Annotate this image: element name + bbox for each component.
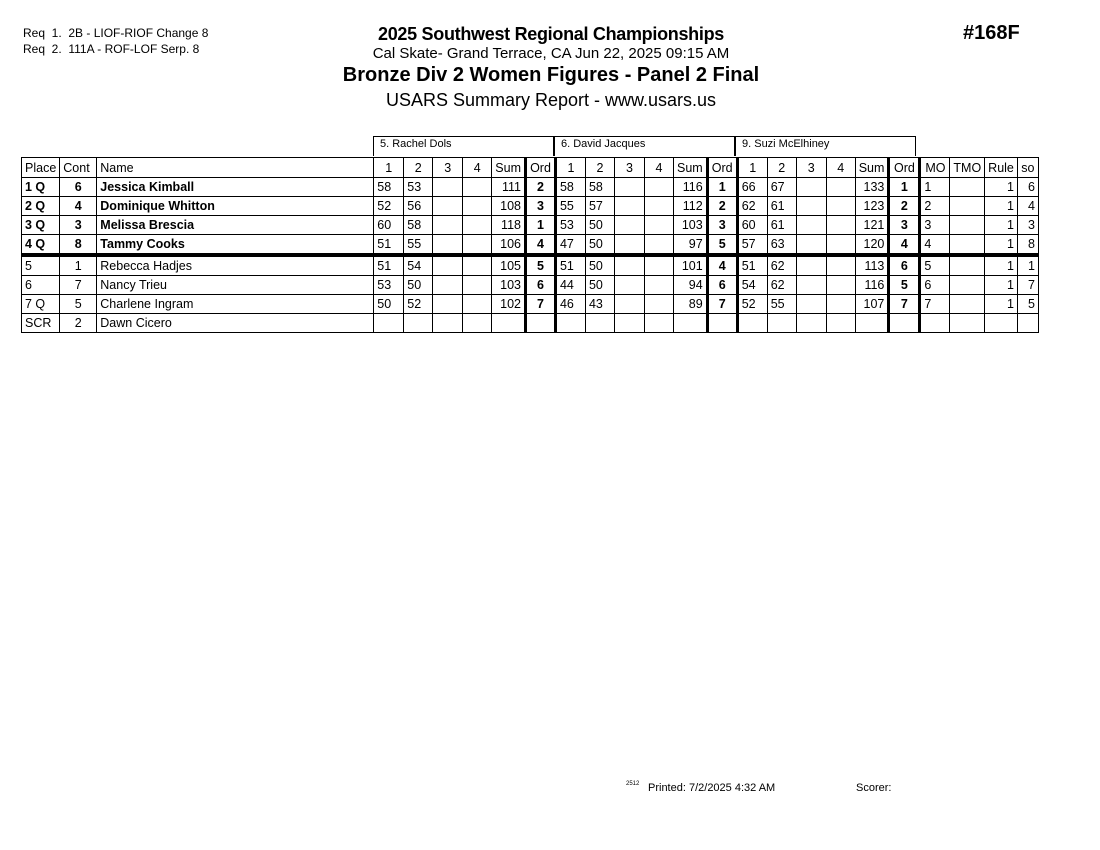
judge-2-score-1: 58: [555, 178, 585, 197]
judge-3-sum: 123: [855, 197, 889, 216]
location-date: Cal Skate- Grand Terrace, CA Jun 22, 2025 09:15 AM: [372, 45, 730, 62]
judge-2-score-3: [614, 216, 644, 235]
place-cell: 7 Q: [22, 295, 60, 314]
judge-3-score-2: 61: [767, 197, 796, 216]
judge-3-ordinal: 4: [889, 235, 920, 256]
judge-2-ordinal: 5: [707, 235, 737, 256]
judge-1-score-1: 51: [374, 255, 404, 276]
col-mo: MO: [920, 158, 950, 178]
col-j3-sum: Sum: [855, 158, 889, 178]
judge-1-ordinal: 6: [525, 276, 555, 295]
col-j1-score3: 3: [433, 158, 463, 178]
judge-1-header: 5. Rachel Dols: [373, 136, 554, 156]
judge-2-header: 6. David Jacques: [554, 136, 735, 156]
rule-cell: 1: [985, 276, 1018, 295]
col-j3-score1: 1: [737, 158, 767, 178]
judge-3-score-3: [796, 276, 826, 295]
judge-1-sum: 118: [492, 216, 526, 235]
judge-2-score-3: [614, 276, 644, 295]
judge-1-ordinal: 3: [525, 197, 555, 216]
name-cell: Melissa Brescia: [97, 216, 374, 235]
judge-2-score-1: [555, 314, 585, 333]
judge-3-score-4: [826, 216, 855, 235]
judge-3-score-2: 55: [767, 295, 796, 314]
requirement-1: Req 1. 2B - LIOF-RIOF Change 8: [23, 26, 209, 40]
rule-cell: [985, 314, 1018, 333]
place-cell: SCR: [22, 314, 60, 333]
judge-1-score-1: [374, 314, 404, 333]
judge-2-score-1: 47: [555, 235, 585, 256]
judge-3-score-3: [796, 197, 826, 216]
judge-1-score-3: [433, 197, 463, 216]
tmo-cell: [950, 216, 985, 235]
judge-3-score-2: 61: [767, 216, 796, 235]
judge-3-score-2: 63: [767, 235, 796, 256]
judge-3-sum: 133: [855, 178, 889, 197]
col-j3-score4: 4: [826, 158, 855, 178]
judge-1-score-4: [463, 235, 492, 256]
judge-3-ordinal: 7: [889, 295, 920, 314]
judge-3-score-4: [826, 314, 855, 333]
mo-cell: 5: [920, 255, 950, 276]
place-cell: 3 Q: [22, 216, 60, 235]
judge-3-score-2: [767, 314, 796, 333]
judge-3-score-2: 67: [767, 178, 796, 197]
so-cell: 5: [1017, 295, 1038, 314]
col-so: so: [1017, 158, 1038, 178]
col-j1-sum: Sum: [492, 158, 526, 178]
col-tmo: TMO: [950, 158, 985, 178]
judge-2-score-3: [614, 235, 644, 256]
competition-title: 2025 Southwest Regional Championships: [378, 24, 724, 44]
judge-2-score-2: 43: [585, 295, 614, 314]
mo-cell: 2: [920, 197, 950, 216]
judge-3-header: 9. Suzi McElhiney: [735, 136, 916, 156]
col-j1-ord: Ord: [525, 158, 555, 178]
judge-1-score-2: 55: [404, 235, 433, 256]
judge-2-score-3: [614, 178, 644, 197]
mo-cell: 3: [920, 216, 950, 235]
name-cell: Rebecca Hadjes: [97, 255, 374, 276]
judge-1-sum: 105: [492, 255, 526, 276]
judge-2-score-2: 50: [585, 255, 614, 276]
judge-2-score-4: [644, 197, 673, 216]
judge-2-score-2: 58: [585, 178, 614, 197]
judge-1-score-3: [433, 178, 463, 197]
judge-1-sum: 102: [492, 295, 526, 314]
judge-2-sum: 103: [673, 216, 707, 235]
judge-2-ordinal: [707, 314, 737, 333]
so-cell: 4: [1017, 197, 1038, 216]
judge-1-sum: 103: [492, 276, 526, 295]
col-j2-score1: 1: [555, 158, 585, 178]
judge-1-score-4: [463, 276, 492, 295]
col-j2-score4: 4: [644, 158, 673, 178]
table-row: [22, 216, 1039, 235]
judge-1-score-2: 56: [404, 197, 433, 216]
col-j1-score4: 4: [463, 158, 492, 178]
rule-cell: 1: [985, 216, 1018, 235]
judge-2-score-3: [614, 255, 644, 276]
judge-3-score-3: [796, 295, 826, 314]
judge-3-score-4: [826, 235, 855, 256]
judge-3-score-3: [796, 235, 826, 256]
judge-2-sum: 112: [673, 197, 707, 216]
cont-cell: 6: [60, 178, 97, 197]
place-cell: 2 Q: [22, 197, 60, 216]
col-name: Name: [97, 158, 374, 178]
judge-1-score-2: 53: [404, 178, 433, 197]
judge-3-score-1: [737, 314, 767, 333]
judge-1-sum: 108: [492, 197, 526, 216]
judge-3-score-3: [796, 255, 826, 276]
rule-cell: 1: [985, 197, 1018, 216]
judge-2-score-1: 53: [555, 216, 585, 235]
judge-1-score-2: [404, 314, 433, 333]
judge-3-score-4: [826, 197, 855, 216]
judge-1-ordinal: 2: [525, 178, 555, 197]
judge-1-score-4: [463, 255, 492, 276]
col-j2-sum: Sum: [673, 158, 707, 178]
so-cell: 6: [1017, 178, 1038, 197]
table-row: [22, 255, 1039, 276]
col-j3-ord: Ord: [889, 158, 920, 178]
judge-1-score-3: [433, 255, 463, 276]
so-cell: 3: [1017, 216, 1038, 235]
judge-2-score-3: [614, 197, 644, 216]
judge-2-score-2: 50: [585, 276, 614, 295]
cont-cell: 4: [60, 197, 97, 216]
judge-3-ordinal: 1: [889, 178, 920, 197]
place-cell: 6: [22, 276, 60, 295]
judge-1-score-1: 58: [374, 178, 404, 197]
judge-3-score-1: 60: [737, 216, 767, 235]
table-row: [22, 314, 1039, 333]
judge-2-ordinal: 4: [707, 255, 737, 276]
judge-1-score-1: 53: [374, 276, 404, 295]
scorer-label: Scorer:: [856, 782, 892, 794]
judge-2-score-3: [614, 295, 644, 314]
judge-1-ordinal: [525, 314, 555, 333]
tmo-cell: [950, 255, 985, 276]
judge-2-score-4: [644, 178, 673, 197]
tmo-cell: [950, 314, 985, 333]
judge-1-score-3: [433, 235, 463, 256]
judge-3-score-4: [826, 295, 855, 314]
judge-2-score-2: [585, 314, 614, 333]
judge-2-score-4: [644, 276, 673, 295]
judge-2-sum: 116: [673, 178, 707, 197]
col-j3-score2: 2: [767, 158, 796, 178]
col-j3-score3: 3: [796, 158, 826, 178]
judge-3-sum: 120: [855, 235, 889, 256]
report-title: USARS Summary Report - www.usars.us: [385, 90, 717, 110]
judge-3-score-4: [826, 276, 855, 295]
judge-2-score-4: [644, 314, 673, 333]
judge-2-sum: 89: [673, 295, 707, 314]
judge-1-ordinal: 5: [525, 255, 555, 276]
judge-3-score-2: 62: [767, 255, 796, 276]
judge-1-ordinal: 7: [525, 295, 555, 314]
judge-1-score-4: [463, 314, 492, 333]
name-cell: Dawn Cicero: [97, 314, 374, 333]
col-j2-score2: 2: [585, 158, 614, 178]
judge-3-score-1: 66: [737, 178, 767, 197]
cont-cell: 8: [60, 235, 97, 256]
judge-1-score-4: [463, 216, 492, 235]
judge-1-score-3: [433, 314, 463, 333]
judge-2-sum: 97: [673, 235, 707, 256]
event-title: Bronze Div 2 Women Figures - Panel 2 Final: [342, 64, 760, 86]
judge-2-score-2: 50: [585, 216, 614, 235]
rule-cell: 1: [985, 235, 1018, 256]
judge-3-score-1: 57: [737, 235, 767, 256]
judge-3-score-3: [796, 178, 826, 197]
name-cell: Tammy Cooks: [97, 235, 374, 256]
table-row: [22, 197, 1039, 216]
judge-2-score-4: [644, 255, 673, 276]
judge-1-score-2: 52: [404, 295, 433, 314]
mo-cell: [920, 314, 950, 333]
judge-1-sum: 106: [492, 235, 526, 256]
judge-2-sum: 101: [673, 255, 707, 276]
judge-2-score-1: 44: [555, 276, 585, 295]
so-cell: 8: [1017, 235, 1038, 256]
tmo-cell: [950, 235, 985, 256]
judge-2-score-4: [644, 235, 673, 256]
judge-1-sum: 111: [492, 178, 526, 197]
so-cell: 1: [1017, 255, 1038, 276]
judge-1-score-1: 50: [374, 295, 404, 314]
judge-1-score-2: 50: [404, 276, 433, 295]
judge-1-score-3: [433, 216, 463, 235]
name-cell: Nancy Trieu: [97, 276, 374, 295]
place-cell: 5: [22, 255, 60, 276]
place-cell: 4 Q: [22, 235, 60, 256]
table-row: [22, 295, 1039, 314]
judge-2-sum: 94: [673, 276, 707, 295]
table-row: [22, 276, 1039, 295]
col-cont: Cont: [60, 158, 97, 178]
judge-2-score-1: 55: [555, 197, 585, 216]
judge-3-ordinal: 3: [889, 216, 920, 235]
table-header-row: [22, 158, 1039, 178]
col-j2-score3: 3: [614, 158, 644, 178]
so-cell: [1017, 314, 1038, 333]
judge-1-score-1: 51: [374, 235, 404, 256]
judge-3-sum: [855, 314, 889, 333]
name-cell: Charlene Ingram: [97, 295, 374, 314]
name-cell: Dominique Whitton: [97, 197, 374, 216]
judge-1-score-4: [463, 295, 492, 314]
judge-1-score-4: [463, 197, 492, 216]
judge-3-score-4: [826, 178, 855, 197]
judge-3-ordinal: 5: [889, 276, 920, 295]
judge-1-score-1: 60: [374, 216, 404, 235]
judge-3-score-3: [796, 216, 826, 235]
cont-cell: 3: [60, 216, 97, 235]
judge-2-score-2: 50: [585, 235, 614, 256]
judge-1-score-2: 58: [404, 216, 433, 235]
rule-cell: 1: [985, 178, 1018, 197]
name-cell: Jessica Kimball: [97, 178, 374, 197]
rule-cell: 1: [985, 255, 1018, 276]
mo-cell: 7: [920, 295, 950, 314]
mo-cell: 4: [920, 235, 950, 256]
cont-cell: 7: [60, 276, 97, 295]
judge-3-sum: 121: [855, 216, 889, 235]
judge-2-score-3: [614, 314, 644, 333]
judge-3-score-3: [796, 314, 826, 333]
judge-1-score-4: [463, 178, 492, 197]
tmo-cell: [950, 197, 985, 216]
judge-2-score-1: 46: [555, 295, 585, 314]
judge-1-score-1: 52: [374, 197, 404, 216]
judge-1-score-2: 54: [404, 255, 433, 276]
judge-2-ordinal: 7: [707, 295, 737, 314]
place-cell: 1 Q: [22, 178, 60, 197]
judge-2-score-4: [644, 216, 673, 235]
judge-3-ordinal: 2: [889, 197, 920, 216]
tmo-cell: [950, 295, 985, 314]
tmo-cell: [950, 276, 985, 295]
judge-1-sum: [492, 314, 526, 333]
cont-cell: 1: [60, 255, 97, 276]
table-row: [22, 235, 1039, 256]
rule-cell: 1: [985, 295, 1018, 314]
judge-1-ordinal: 1: [525, 216, 555, 235]
results-table: [21, 157, 1039, 333]
table-row: [22, 178, 1039, 197]
mo-cell: 1: [920, 178, 950, 197]
judge-2-ordinal: 3: [707, 216, 737, 235]
requirement-2: Req 2. 111A - ROF-LOF Serp. 8: [23, 42, 200, 56]
judge-3-sum: 116: [855, 276, 889, 295]
cont-cell: 5: [60, 295, 97, 314]
cont-cell: 2: [60, 314, 97, 333]
judge-2-score-2: 57: [585, 197, 614, 216]
judge-3-sum: 107: [855, 295, 889, 314]
judge-2-score-1: 51: [555, 255, 585, 276]
judge-3-score-4: [826, 255, 855, 276]
col-j1-score2: 2: [404, 158, 433, 178]
judge-2-ordinal: 6: [707, 276, 737, 295]
judge-3-score-2: 62: [767, 276, 796, 295]
judge-3-ordinal: [889, 314, 920, 333]
tmo-cell: [950, 178, 985, 197]
col-rule: Rule: [985, 158, 1018, 178]
col-j1-score1: 1: [374, 158, 404, 178]
judge-1-score-3: [433, 295, 463, 314]
judge-2-sum: [673, 314, 707, 333]
judge-2-ordinal: 1: [707, 178, 737, 197]
printed-timestamp: Printed: 7/2/2025 4:32 AM: [648, 782, 776, 794]
judge-3-ordinal: 6: [889, 255, 920, 276]
mo-cell: 6: [920, 276, 950, 295]
col-place: Place: [22, 158, 60, 178]
event-number: #168F: [963, 22, 1020, 44]
judge-1-ordinal: 4: [525, 235, 555, 256]
judge-1-score-3: [433, 276, 463, 295]
version-number: 2512: [626, 781, 640, 787]
judge-3-sum: 113: [855, 255, 889, 276]
judge-3-score-1: 51: [737, 255, 767, 276]
col-j2-ord: Ord: [707, 158, 737, 178]
so-cell: 7: [1017, 276, 1038, 295]
judge-3-score-1: 54: [737, 276, 767, 295]
judge-2-score-4: [644, 295, 673, 314]
judge-2-ordinal: 2: [707, 197, 737, 216]
judge-3-score-1: 52: [737, 295, 767, 314]
judge-3-score-1: 62: [737, 197, 767, 216]
